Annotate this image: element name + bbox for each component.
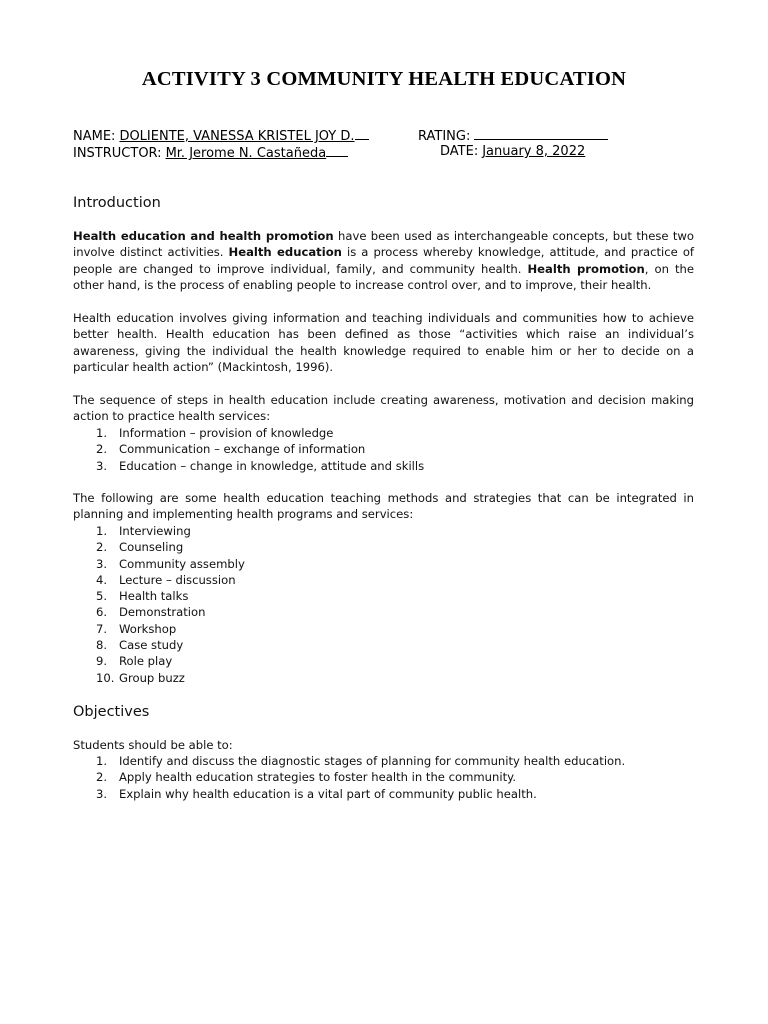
name-line (73, 127, 369, 144)
rating-blank (474, 127, 608, 140)
name-label: NAME: (73, 129, 116, 144)
list-item (73, 572, 673, 588)
list-text: Apply health education strategies to foster health in the community. (119, 770, 517, 785)
list-item (73, 653, 673, 669)
bold-term-2: Health education (228, 245, 342, 260)
list-text: Education – change in knowledge, attitude and skills (119, 458, 425, 473)
list-text: Identify and discuss the diagnostic stages of planning for community health education. (119, 754, 626, 768)
list-number: 9. (96, 654, 108, 669)
list-item (73, 523, 673, 539)
list-text: Communication – exchange of information (119, 442, 366, 457)
instructor-value: Mr. Jerome N. Castañeda (165, 146, 327, 161)
list-text: Explain why health education is a vital part of community public health. (119, 786, 537, 801)
bold-term-1: Health education and health promotion (73, 229, 334, 243)
methods-list (73, 523, 673, 686)
list-item (73, 769, 673, 785)
list-number: 4. (96, 572, 108, 587)
list-number: 2. (96, 540, 108, 555)
para-text: have been used as interchangeable concepts, but these two involve distinct activities. (73, 229, 694, 260)
date-label: DATE: (440, 144, 479, 159)
intro-paragraph-4: The following are some health education teaching methods and strategies that can be integrated in planning and implementing health programs and services: (73, 491, 694, 522)
list-item (73, 621, 673, 637)
list-number: 2. (96, 770, 108, 785)
intro-paragraph-1 (73, 228, 694, 294)
list-number: 8. (96, 638, 108, 653)
list-number: 5. (96, 589, 108, 604)
list-item (73, 556, 673, 572)
name-value: DOLIENTE, VANESSA KRISTEL JOY D. (119, 129, 355, 144)
list-number: 2. (96, 442, 108, 457)
objectives-intro: Students should be able to: (73, 738, 233, 752)
document-title: ACTIVITY 3 COMMUNITY HEALTH EDUCATION (141, 68, 627, 90)
list-number: 3. (96, 786, 108, 801)
list-text: Role play (119, 654, 173, 669)
list-number: 3. (96, 556, 108, 571)
list-text: Counseling (119, 540, 184, 555)
list-item (73, 588, 673, 604)
list-number: 1. (96, 754, 108, 768)
list-text: Lecture – discussion (119, 572, 236, 587)
intro-paragraph-3: The sequence of steps in health education include creating awareness, motivation and decision making action to practice health services: (73, 393, 694, 424)
list-text: Case study (119, 638, 184, 653)
list-text: Information – provision of knowledge (119, 426, 334, 440)
introduction-heading: Introduction (73, 195, 161, 211)
date-value: January 8, 2022 (482, 144, 586, 159)
instructor-line (73, 144, 348, 161)
para-text: is a process whereby knowledge, attitude, and practice of people are changed to improve individual, family, and community health. (73, 245, 695, 276)
list-number: 7. (96, 621, 108, 636)
list-item (73, 670, 673, 686)
list-number: 1. (96, 524, 108, 538)
list-text: Demonstration (119, 605, 206, 620)
list-item (73, 441, 673, 457)
instructor-underline (326, 144, 348, 157)
name-underline (355, 127, 369, 140)
list-number: 6. (96, 605, 108, 620)
objectives-heading: Objectives (73, 704, 150, 720)
instructor-label: INSTRUCTOR: (73, 146, 162, 161)
list-text: Community assembly (119, 556, 245, 571)
list-number: 10. (96, 670, 115, 685)
list-text: Interviewing (119, 524, 191, 538)
rating-label: RATING: (418, 129, 471, 144)
list-item (73, 458, 673, 474)
steps-list (73, 425, 673, 474)
list-text: Health talks (119, 589, 189, 604)
list-text: Workshop (119, 621, 177, 636)
list-number: 3. (96, 458, 108, 473)
objectives-list (73, 753, 673, 802)
date-line (440, 144, 585, 159)
intro-paragraph-2: Health education involves giving information and teaching individuals and communities how to achieve better health. Health education has been defined as those “activities which raise an individual’s awareness, giving the individual the health knowledge required to enable him or her to decide on a particular health action” (Mackintosh, 1996). (73, 311, 694, 375)
list-item (73, 637, 673, 653)
list-text: Group buzz (119, 670, 185, 685)
bold-term-3: Health promotion (527, 261, 645, 276)
list-item (73, 425, 673, 441)
rating-line (418, 127, 608, 144)
list-item (73, 753, 673, 769)
list-item (73, 539, 673, 555)
list-item (73, 604, 673, 620)
para-text: , on the other hand, is the process of enabling people to increase control over, and to improve, their health. (73, 261, 694, 293)
list-item (73, 786, 673, 802)
list-number: 1. (96, 426, 108, 440)
